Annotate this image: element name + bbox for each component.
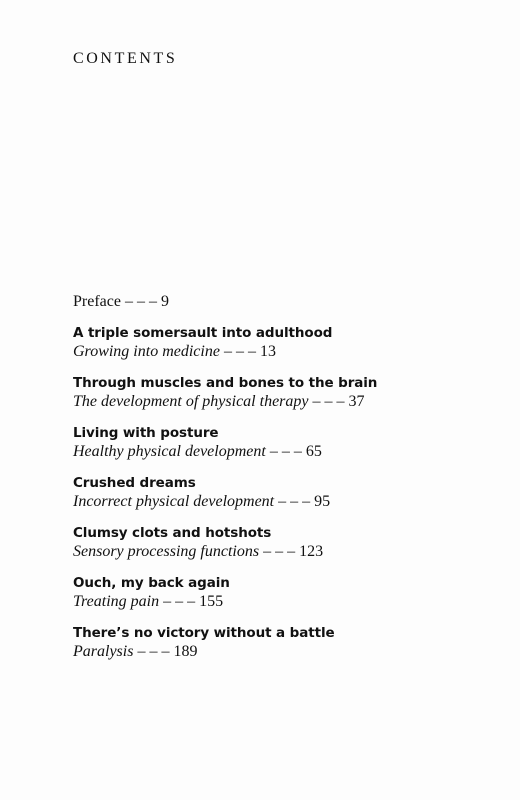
chapter-subtitle-line [73,392,493,412]
toc-entry-chapter-5 [73,524,493,562]
chapter-subtitle-line [73,342,493,362]
leader-dashes: – – – [259,543,300,560]
page-number: 189 [173,643,198,660]
chapter-title: Through muscles and bones to the brain [73,375,378,391]
chapter-subtitle: Growing into medicine [73,343,220,360]
leader-dashes: – – – [120,293,161,310]
page-number: 155 [199,593,224,610]
table-of-contents [73,292,493,674]
chapter-subtitle-line [73,542,493,562]
chapter-title: There’s no victory without a battle [73,625,335,641]
chapter-subtitle: Incorrect physical development [73,493,275,510]
page-number: 123 [299,543,324,560]
toc-entry-preface [73,292,493,312]
leader-dashes: – – – [308,393,349,410]
page-number: 13 [259,343,276,360]
leader-dashes: – – – [265,443,306,460]
chapter-title: Ouch, my back again [73,575,230,591]
page-number: 95 [314,493,331,510]
leader-dashes: – – – [274,493,315,510]
toc-entry-chapter-7 [73,624,493,662]
chapter-subtitle: The development of physical therapy [73,393,309,410]
chapter-title: Clumsy clots and hotshots [73,525,272,541]
chapter-title: Living with posture [73,425,219,441]
leader-dashes: – – – [159,593,200,610]
toc-entry-chapter-1 [73,324,493,362]
toc-entry-chapter-3 [73,424,493,462]
page-number: 37 [348,393,365,410]
chapter-subtitle: Healthy physical development [73,443,266,460]
chapter-subtitle: Treating pain [73,593,160,610]
toc-entry-chapter-4 [73,474,493,512]
chapter-subtitle-line [73,592,493,612]
page-number: 65 [305,443,322,460]
chapter-subtitle-line [73,442,493,462]
preface-label: Preface [73,293,121,310]
chapter-subtitle: Paralysis [73,643,134,660]
leader-dashes: – – – [133,643,174,660]
toc-entry-chapter-6 [73,574,493,612]
page-number: 9 [160,293,169,310]
page-title: CONTENTS [73,50,178,67]
toc-entry-chapter-2 [73,374,493,412]
leader-dashes: – – – [219,343,260,360]
chapter-subtitle: Sensory processing functions [73,543,260,560]
chapter-title: Crushed dreams [73,475,196,491]
chapter-subtitle-line [73,492,493,512]
chapter-title: A triple somersault into adulthood [73,325,333,341]
chapter-subtitle-line [73,642,493,662]
